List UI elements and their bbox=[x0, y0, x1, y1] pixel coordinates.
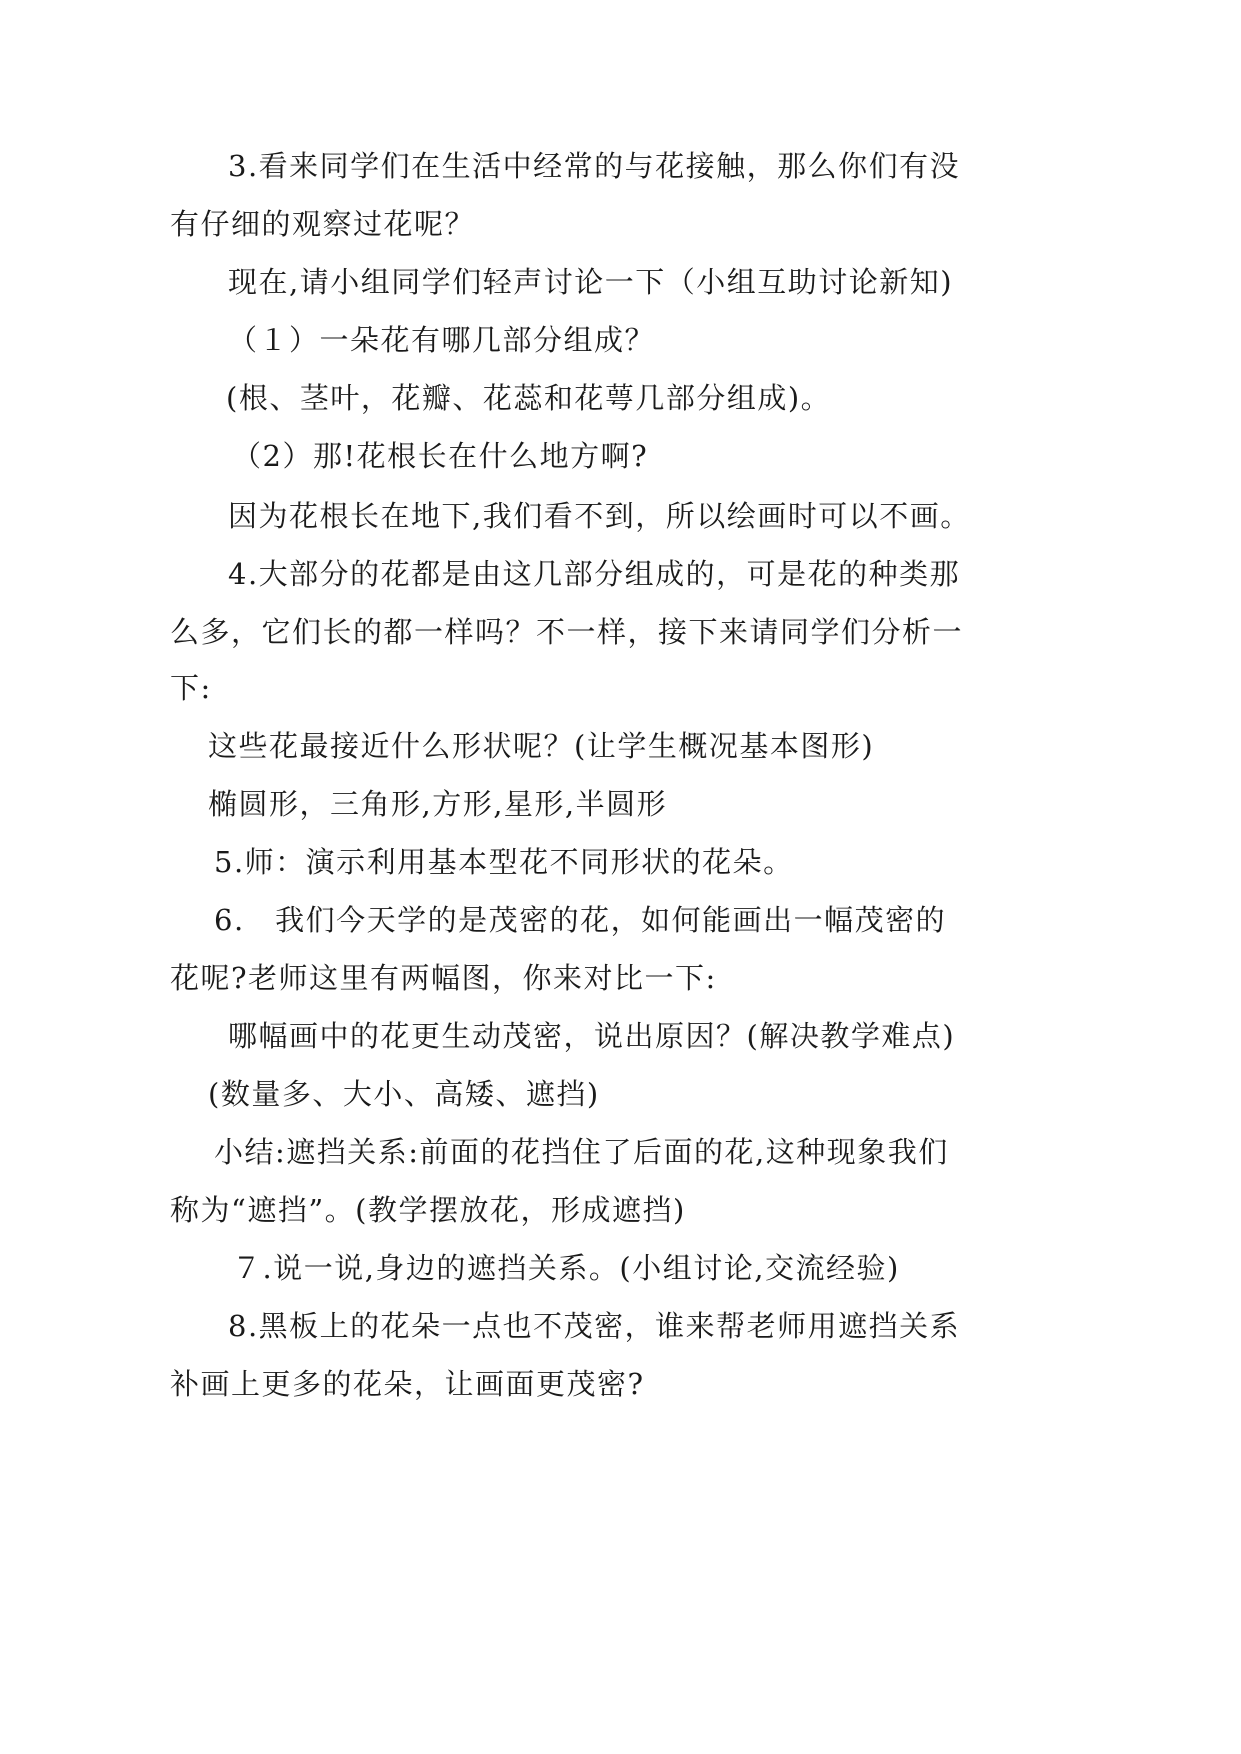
discussion-intro: 现在,请小组同学们轻声讨论一下（小组互助讨论新知) bbox=[228, 265, 954, 299]
paragraph-3-line-2: 有仔细的观察过花呢？ bbox=[170, 207, 476, 241]
answer-2: 因为花根长在地下,我们看不到，所以绘画时可以不画。 bbox=[228, 499, 971, 533]
paragraph-7: ７.说一说,身边的遮挡关系。(小组讨论,交流经验) bbox=[232, 1251, 900, 1285]
paragraph-6-line-2: 花呢?老师这里有两幅图，你来对比一下: bbox=[170, 961, 717, 995]
paragraph-8-line-2: 补画上更多的花朵，让画面更茂密? bbox=[170, 1367, 645, 1401]
paragraph-4-line-2: 么多，它们长的都一样吗？不一样，接下来请同学们分析一 bbox=[170, 615, 964, 649]
comparison-question: 哪幅画中的花更生动茂密，说出原因？(解决教学难点) bbox=[228, 1019, 956, 1053]
answer-1: (根、茎叶，花瓣、花蕊和花萼几部分组成)。 bbox=[226, 381, 832, 415]
comparison-answer: (数量多、大小、高矮、遮挡) bbox=[208, 1077, 600, 1111]
summary-line-2: 称为“遮挡”。(教学摆放花，形成遮挡) bbox=[170, 1193, 686, 1227]
shape-question: 这些花最接近什么形状呢？(让学生概况基本图形) bbox=[208, 729, 875, 763]
paragraph-5: 5.师：演示利用基本型花不同形状的花朵。 bbox=[214, 845, 794, 879]
paragraph-3-line-1: 3.看来同学们在生活中经常的与花接触，那么你们有没 bbox=[228, 149, 961, 183]
paragraph-4-line-1: 4.大部分的花都是由这几部分组成的，可是花的种类那 bbox=[228, 557, 961, 591]
paragraph-6-line-1: 6. 我们今天学的是茂密的花，如何能画出一幅茂密的 bbox=[214, 903, 947, 937]
paragraph-8-line-1: 8.黑板上的花朵一点也不茂密，谁来帮老师用遮挡关系 bbox=[228, 1309, 961, 1343]
summary-line-1: 小结:遮挡关系:前面的花挡住了后面的花,这种现象我们 bbox=[214, 1135, 949, 1169]
question-1: （１）一朵花有哪几部分组成？ bbox=[228, 323, 656, 357]
paragraph-4-line-3: 下: bbox=[170, 671, 212, 705]
shape-list: 椭圆形，三角形,方形,星形,半圆形 bbox=[208, 787, 668, 821]
question-2: （2）那!花根长在什么地方啊? bbox=[232, 439, 649, 473]
